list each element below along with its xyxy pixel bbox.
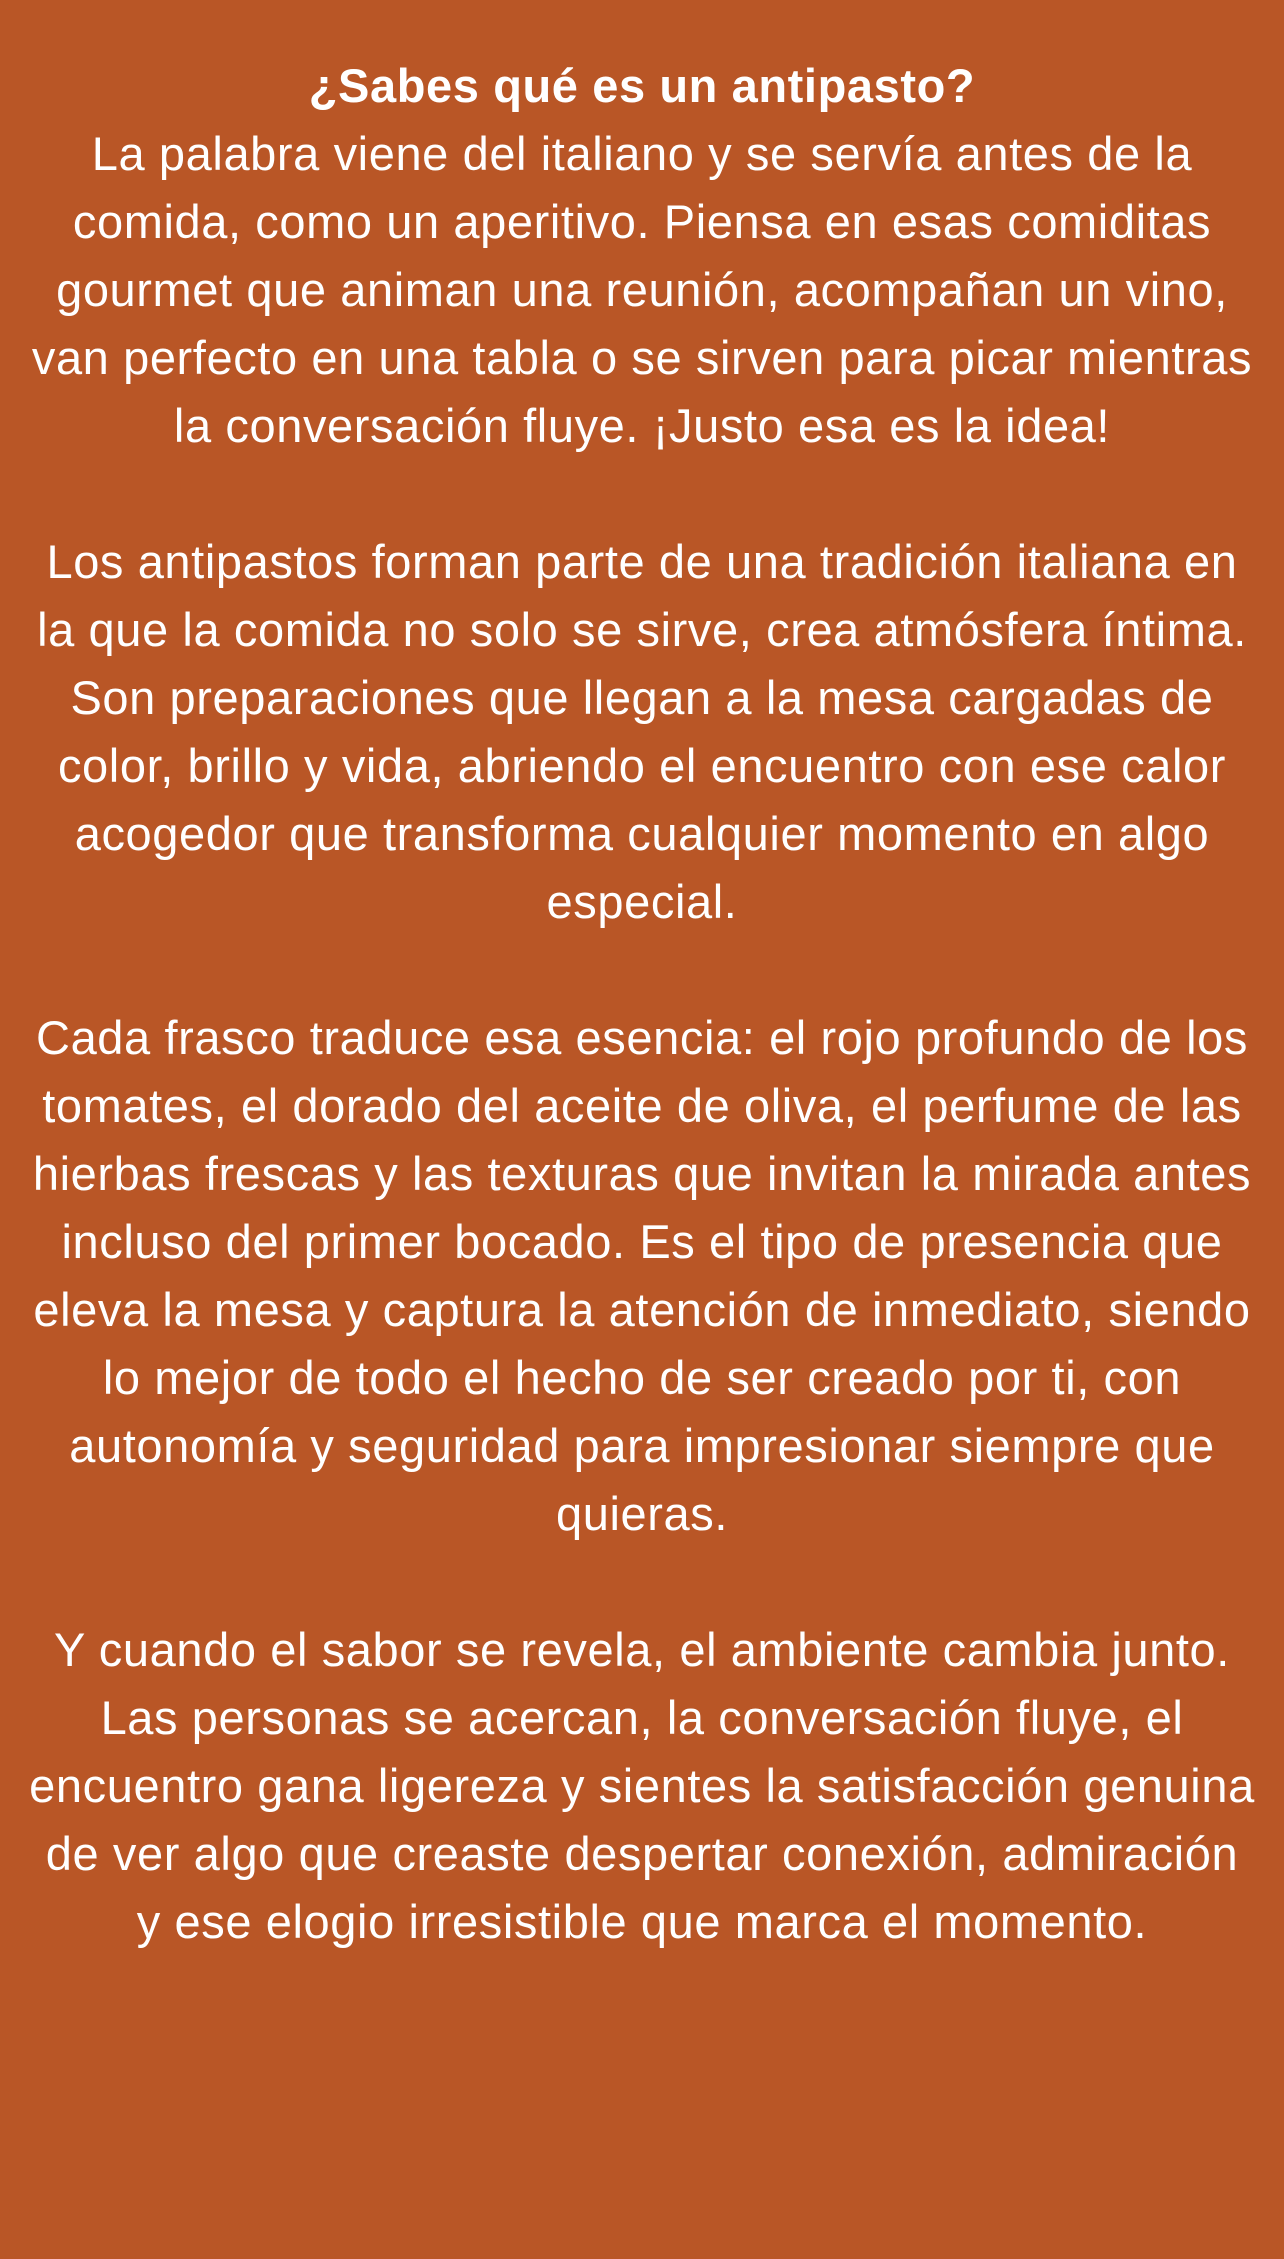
heading: ¿Sabes qué es un antipasto? (308, 59, 976, 112)
paragraph-flavor: Y cuando el sabor se revela, el ambiente cambia junto. Las personas se acercan, la conversación fluye, el encuentro gana ligereza y sientes la satisfacción genuina de ver algo que creaste despertar conexión, admiración y ese elogio irresistible que marca el momento. (29, 1623, 1255, 1948)
paragraph-tradition: Los antipastos forman parte de una tradición italiana en la que la comida no solo se sirve, crea atmósfera íntima. Son preparaciones que llegan a la mesa cargadas de color, brillo y vida, abriendo el encuentro con ese calor acogedor que transforma cualquier momento en algo especial. (37, 535, 1247, 928)
paragraph-essence: Cada frasco traduce esa esencia: el rojo profundo de los tomates, el dorado del aceite de oliva, el perfume de las hierbas frescas y las texturas que invitan la mirada antes incluso del primer bocado. Es el tipo de presencia que eleva la mesa y captura la atención de inmediato, siendo lo mejor de todo el hecho de ser creado por ti, con autonomía y seguridad para impresionar siempre que quieras. (32, 1011, 1252, 1540)
intro-text: La palabra viene del italiano y se servía antes de la comida, como un aperitivo. Piensa en esas comiditas gourmet que animan una reunión, acompañan un vino, van perfecto en una tabla o se sirven para picar mientras la conversación fluye. ¡Justo esa es la idea! (31, 127, 1253, 452)
intro-paragraph (28, 52, 1256, 460)
